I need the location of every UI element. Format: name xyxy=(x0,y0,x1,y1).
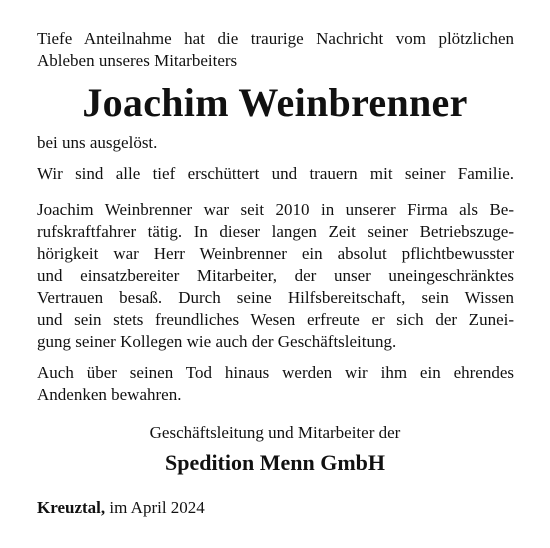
closing-line: Andenken bewahren. xyxy=(37,385,182,404)
body-line: Vertrauen besaß. Durch seine Hilfsbereitschaft, sein Wissen xyxy=(37,288,514,307)
body-line: und einsatzbereiter Mitarbeiter, der unser uneingeschränktes xyxy=(37,266,514,285)
intro-line-2: Ableben unseres Mitarbeiters xyxy=(37,51,238,70)
company-name: Spedition Menn GmbH xyxy=(164,450,386,475)
after-line-2: Wir sind alle tief erschüttert und trauern mit seiner Familie. xyxy=(37,164,514,183)
intro-text xyxy=(37,28,514,72)
closing-line: Auch über seinen Tod hinaus werden wir ihm ein ehrendes xyxy=(37,363,514,382)
place-city: Kreuztal, xyxy=(37,498,106,517)
deceased-name: Joachim Weinbrenner xyxy=(82,80,468,125)
place-date-text: im April 2024 xyxy=(109,498,205,517)
after-line-1: bei uns ausgelöst. xyxy=(37,133,158,152)
body-line: und sein stets freundliches Wesen erfreute er sich der Zunei- xyxy=(37,310,514,329)
body-paragraph xyxy=(37,199,514,353)
closing-paragraph xyxy=(37,362,514,406)
after-name-text xyxy=(37,132,514,185)
intro-line-1: Tiefe Anteilnahme hat die traurige Nachricht vom plötzlichen xyxy=(37,29,514,48)
body-line: gung seiner Kollegen wie auch der Geschäftsleitung. xyxy=(37,332,397,351)
body-line: Joachim Weinbrenner war seit 2010 in unserer Firma als Be- xyxy=(37,200,514,219)
signature-line: Geschäftsleitung und Mitarbeiter der xyxy=(149,423,401,442)
body-line: rufskraftfahrer tätig. In dieser langen Zeit seiner Betriebszuge- xyxy=(37,222,514,241)
place-date xyxy=(37,497,205,519)
body-line: hörigkeit war Herr Weinbrenner ein absolut pflichtbewusster xyxy=(37,244,514,263)
